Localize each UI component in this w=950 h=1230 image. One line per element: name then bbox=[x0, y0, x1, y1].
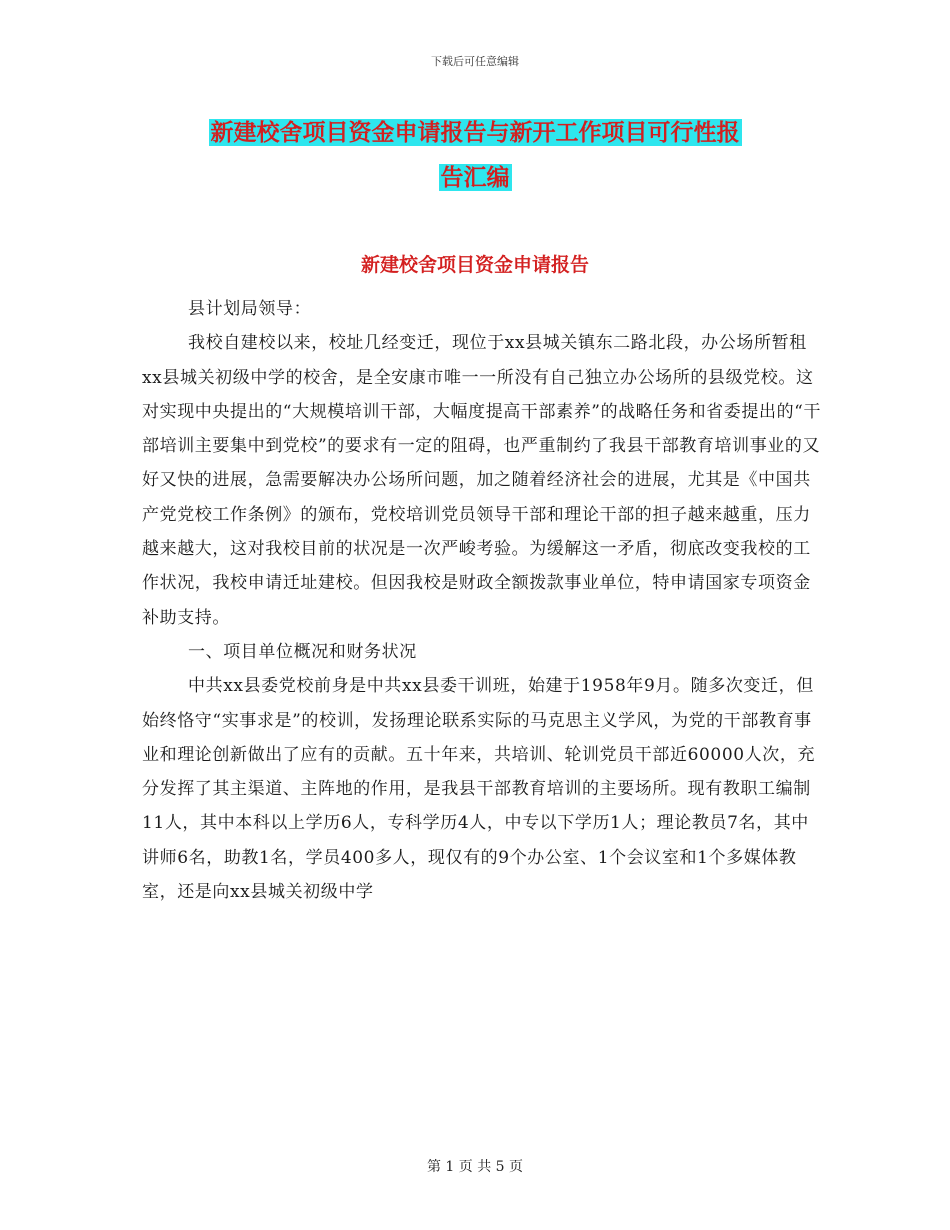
paragraph-2: 中共xx县委党校前身是中共xx县委干训班，始建于1958年9月。随多次变迁，但始终恪守“实事求是”的校训，发扬理论联系实际的马克思主义学风，为党的干部教育事业和理论创新做出了应有的贡献。五十年来，共培训、轮训党员干部近60000人次，充分发挥了其主渠道、主阵地的作用，是我县干部教育培训的主要场所。现有教职工编制11人，其中本科以上学历6人，专科学历4人，中专以下学历1人；理论教员7名，其中讲师6名，助教1名，学员400多人，现仅有的9个办公室、1个会议室和1个多媒体教室，还是向xx县城关初级中学 bbox=[142, 676, 816, 903]
salutation: 县计划局领导： bbox=[188, 299, 312, 319]
section-heading-1: 一、项目单位概况和财务状况 bbox=[188, 641, 417, 662]
section-title: 新建校舍项目资金申请报告 bbox=[360, 254, 589, 276]
document-title-line-2 bbox=[0, 159, 950, 192]
document-body bbox=[142, 292, 822, 909]
document-title-text-2: 告汇编 bbox=[440, 164, 510, 191]
paragraph-1: 我校自建校以来，校址几经变迁，现位于xx县城关镇东二路北段，办公场所暂租xx县城关初级中学的校舍，是全安康市唯一一所没有自己独立办公场所的县级党校。这对实现中央提出的“大规模培训干部，大幅度提高干部素养”的战略任务和省委提出的“干部培训主要集中到党校”的要求有一定的阻碍，也严重制约了我县干部教育培训事业的又好又快的进展，急需要解决办公场所问题，加之随着经济社会的进展，尤其是《中国共产党党校工作条例》的颁布，党校培训党员领导干部和理论干部的担子越来越重，压力越来越大，这对我校目前的状况是一次严峻考验。为缓解这一矛盾，彻底改变我校的工作状况，我校申请迁址建校。但因我校是财政全额拨款事业单位，特申请国家专项资金补助支持。 bbox=[142, 333, 822, 628]
page-footer: 第 1 页 共 5 页 bbox=[426, 1159, 524, 1175]
document-title-line-1 bbox=[0, 114, 950, 147]
document-title-text-1: 新建校舍项目资金申请报告与新开工作项目可行性报 bbox=[210, 119, 740, 146]
page-header-note: 下载后可任意编辑 bbox=[431, 55, 519, 68]
